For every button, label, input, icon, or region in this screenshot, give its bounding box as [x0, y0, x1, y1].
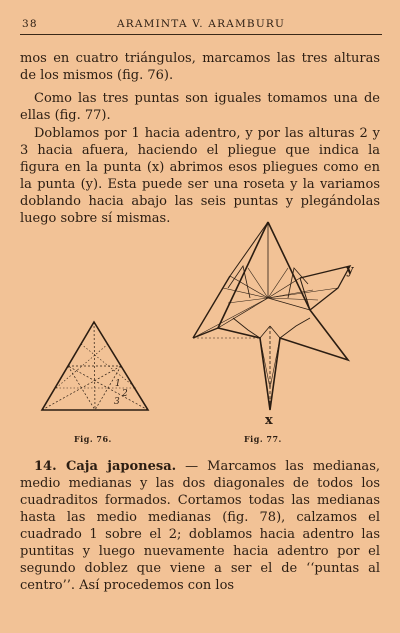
- running-header: [20, 14, 382, 35]
- figure-76-label-3: 3: [114, 397, 120, 407]
- figure-76-diagram: [36, 318, 156, 418]
- section-14-heading: 14. Caja japonesa.: [34, 459, 177, 474]
- running-title: ARAMINTA V. ARAMBURU: [116, 18, 286, 30]
- paragraph-1-text: mos en cuatro triángulos, marcamos las tres alturas de los mismos (fig. 76).: [20, 51, 380, 83]
- paragraph-2: [20, 90, 380, 124]
- paragraph-1: [20, 50, 380, 84]
- section-14-body: — Marcamos las medianas, medio medianas y las dos diagonales de todos los cuadraditos formados. Cortamos todas las medianas hasta las medio medianas (fig. 78), calzamos el cuadrado 1 sobre el 2; doblamos hacia adentro las puntitas y luego nuevamente hacia adentro por el segundo doblez que viene a ser el de ‘‘puntas al centro’’. Así procedemos con los: [20, 459, 380, 593]
- paragraph-3-text: Doblamos por 1 hacia adentro, y por las alturas 2 y 3 hacia afuera, haciendo el pliegue que indica la figura en la punta (x) abrimos esos pliegues como en la punta (y). Esta puede ser una roseta y la variamos doblando hacia abajo las seis puntas y plegándolas luego sobre sí mismas.: [20, 126, 380, 226]
- figure-77-label-y: y: [346, 263, 354, 278]
- figure-76-caption: Fig. 76.: [74, 434, 112, 444]
- figure-77-label-x: x: [265, 413, 273, 428]
- figure-76-label-1: 1: [115, 379, 121, 389]
- figure-77-caption: Fig. 77.: [244, 434, 282, 444]
- figure-76-label-2: 2: [122, 389, 128, 399]
- paragraph-3: [20, 125, 380, 227]
- figure-77-diagram: [188, 218, 368, 428]
- paragraph-2-text: Como las tres puntas son iguales tomamos una de ellas (fig. 77).: [20, 91, 380, 123]
- page-number: 38: [22, 18, 38, 30]
- paragraph-section-14: [20, 458, 380, 594]
